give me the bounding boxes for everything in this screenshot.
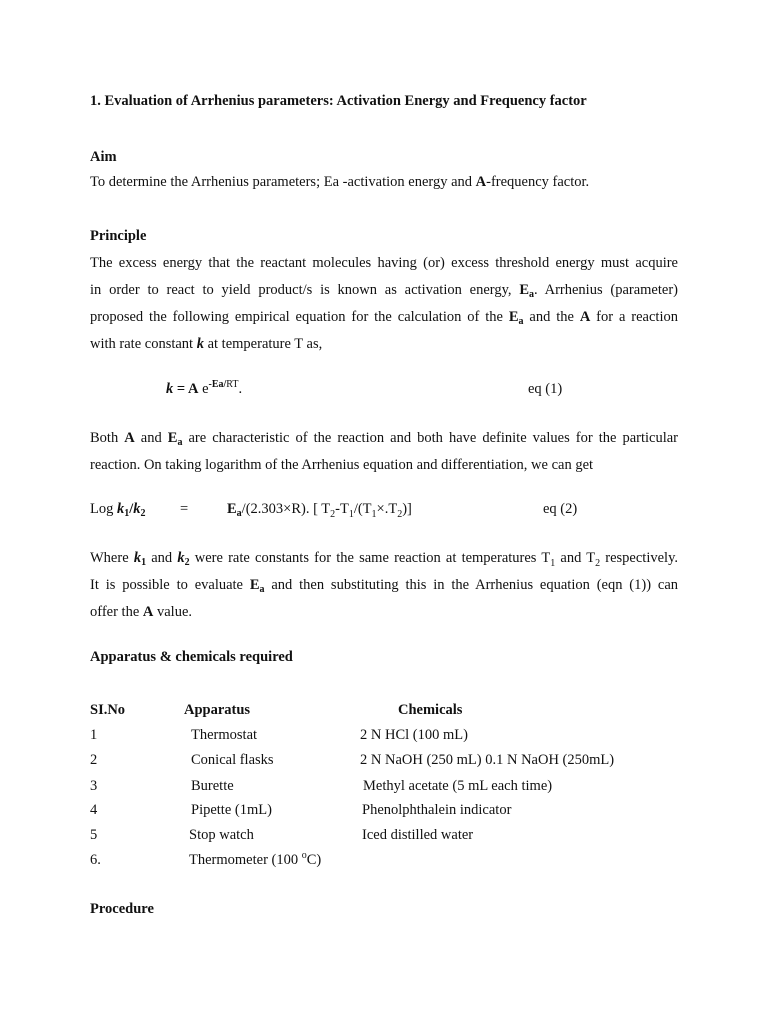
eq2-sub-2: 2	[140, 508, 146, 519]
row-apparatus	[189, 852, 321, 869]
row-chemical: 2 N NaOH (250 mL) 0.1 N NaOH (250mL)	[360, 752, 615, 768]
eq2-t2-sub: 2	[330, 508, 336, 520]
page-title: 1. Evaluation of Arrhenius parameters: Activation Energy and Frequency factor	[90, 93, 587, 109]
principle-line-2-pre: in order to react to yield product/s is known as activation energy,	[90, 282, 520, 298]
ea-subscript: a	[259, 584, 265, 595]
where-l3-a: offer the	[90, 604, 143, 620]
where-line-3	[90, 604, 192, 621]
where-k2: k	[177, 550, 185, 566]
row-apparatus: Conical flasks	[191, 752, 274, 768]
eq2-sub-1: 1	[124, 508, 130, 519]
principle-line-4	[90, 336, 322, 353]
col-header-chemicals: Chemicals	[398, 702, 463, 718]
eq2-end: )]	[402, 501, 412, 517]
a-symbol: A	[142, 604, 154, 620]
where-k1: k	[133, 550, 142, 566]
row-apparatus-pre: Thermometer (100	[189, 852, 302, 868]
ea-symbol: E	[249, 577, 260, 593]
both-line-1	[90, 430, 678, 447]
ea-subscript: a	[236, 508, 242, 519]
eq1-exponent-rest: RT	[226, 379, 239, 390]
where-l1-e: respectively.	[600, 550, 678, 566]
eq2-dash: -T	[335, 501, 349, 517]
ea-subscript: a	[528, 289, 534, 300]
row-sl: 6.	[90, 852, 101, 868]
principle-line-2-post: . Arrhenius (parameter)	[533, 282, 678, 298]
where-l1-c: were rate constants for the same reaction at temperatures T	[189, 550, 551, 566]
eq1-e: e	[198, 381, 209, 397]
eq1-a: = A	[173, 381, 199, 397]
principle-line-3-post: for a reaction	[590, 309, 678, 325]
ea-subscript: a	[177, 437, 183, 448]
col-header-apparatus: Apparatus	[184, 702, 251, 718]
eq2-mid: /(2.303×R). [ T	[241, 501, 331, 517]
principle-line-4-pre: with rate constant	[90, 336, 197, 352]
principle-line-4-post: at temperature T as,	[203, 336, 323, 352]
ea-symbol: E	[167, 430, 178, 446]
principle-line-3-pre: proposed the following empirical equation for the calculation of the	[90, 309, 509, 325]
equation-2-lhs	[90, 501, 146, 518]
procedure-heading: Procedure	[90, 901, 154, 917]
equation-2-rhs	[227, 501, 412, 518]
where-k2-sub: 2	[184, 557, 190, 568]
both-line-1-a: Both	[90, 430, 125, 446]
where-line-1	[90, 550, 678, 567]
row-chemical: Iced distilled water	[362, 827, 474, 843]
row-apparatus: Thermostat	[191, 727, 258, 743]
ea-symbol: E	[508, 309, 519, 325]
eq2-t1-sub-b: 1	[371, 508, 377, 520]
aim-text-post: -frequency factor.	[486, 174, 590, 190]
row-sl: 5	[90, 827, 98, 843]
eq2-t1-sub: 1	[348, 508, 354, 520]
eq2-k1: k	[116, 501, 125, 517]
where-k1-sub: 1	[141, 557, 147, 568]
ea-symbol: E	[227, 501, 237, 517]
row-chemical: Methyl acetate (5 mL each time)	[363, 778, 553, 794]
principle-line-1: The excess energy that the reactant molecules having (or) excess threshold energy must acquire	[90, 255, 678, 271]
col-header-sl: SI.No	[90, 702, 126, 718]
eq2-t2-sub-b: 2	[397, 508, 403, 520]
row-apparatus: Burette	[191, 778, 234, 794]
where-l3-b: value.	[153, 604, 193, 620]
eq1-k: k	[166, 381, 174, 397]
eq1-exponent-bold: -Ea/	[208, 379, 227, 390]
equation-2-equals: =	[180, 501, 189, 517]
principle-line-3-mid: and the	[523, 309, 580, 325]
row-sl: 4	[90, 802, 98, 818]
row-apparatus: Stop watch	[189, 827, 254, 843]
row-apparatus-post: C)	[306, 852, 322, 868]
aim-text	[90, 174, 589, 191]
aim-text-pre: To determine the Arrhenius parameters; Ea -activation energy and	[90, 174, 476, 190]
principle-line-2	[90, 282, 678, 299]
principle-heading: Principle	[90, 228, 147, 244]
eq1-dot: .	[238, 381, 243, 397]
ea-subscript: a	[518, 316, 524, 327]
equation-1	[166, 381, 242, 398]
where-line-2	[90, 577, 678, 594]
eq2-times: ×.T	[376, 501, 398, 517]
ea-symbol: E	[519, 282, 529, 298]
a-symbol: A	[124, 430, 135, 446]
degree-superscript: o	[301, 850, 307, 861]
aim-heading: Aim	[90, 149, 117, 165]
where-l2-a: It is possible to evaluate	[90, 577, 250, 593]
row-sl: 2	[90, 752, 98, 768]
row-sl: 1	[90, 727, 98, 743]
where-l1-a: Where	[90, 550, 134, 566]
where-l1-d: and T	[555, 550, 596, 566]
a-symbol: A	[579, 309, 591, 325]
eq2-slash: /	[129, 501, 134, 517]
row-sl: 3	[90, 778, 98, 794]
row-apparatus: Pipette (1mL)	[191, 802, 272, 818]
where-l2-b: and then substituting this in the Arrhenius equation (eqn (1)) can	[264, 577, 679, 593]
row-chemical: 2 N HCl (100 mL)	[360, 727, 468, 743]
row-chemical: Phenolphthalein indicator	[362, 802, 512, 818]
both-line-2: reaction. On taking logarithm of the Arrhenius equation and differentiation, we can get	[90, 457, 594, 473]
eq2-k2: k	[133, 501, 141, 517]
apparatus-heading: Apparatus & chemicals required	[90, 649, 293, 665]
aim-text-bold: A	[475, 174, 487, 190]
both-line-1-c: are characteristic of the reaction and both have definite values for the particular	[182, 430, 679, 446]
equation-1-label: eq (1)	[528, 381, 563, 397]
k-symbol: k	[196, 336, 204, 352]
both-line-1-b: and	[134, 430, 168, 446]
where-t1-sub: 1	[550, 557, 556, 569]
eq2-log: Log	[90, 501, 117, 517]
equation-2-label: eq (2)	[543, 501, 578, 517]
where-l1-b: and	[146, 550, 178, 566]
where-t2-sub: 2	[595, 557, 601, 569]
principle-line-3	[90, 309, 678, 326]
eq2-mid2: /(T	[353, 501, 372, 517]
